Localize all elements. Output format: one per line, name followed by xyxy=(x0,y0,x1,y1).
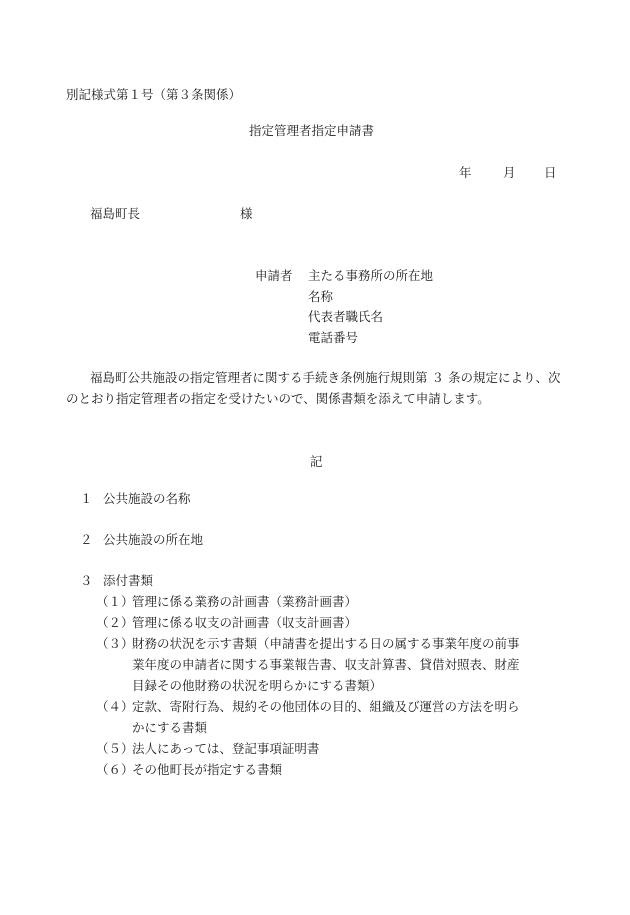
applicant-field-representative: 代表者職氏名 xyxy=(308,309,384,324)
applicant-field-address: 主たる事務所の所在地 xyxy=(308,268,434,283)
attachment-item xyxy=(96,591,526,612)
body-paragraph: 福島町公共施設の指定管理者に関する手続き条例施行規則第 ３ 条の規定により、次のとおり指定管理者の指定を受けたいので、関係書類を添えて申請します。 xyxy=(66,370,561,406)
attachment-item xyxy=(96,612,526,633)
section-number: ３ xyxy=(80,573,93,588)
section-label: 添付書類 xyxy=(103,573,154,588)
section-label: 公共施設の所在地 xyxy=(103,532,204,547)
ki-heading: 記 xyxy=(310,454,323,469)
applicant-field-name: 名称 xyxy=(308,289,334,304)
attachment-number: （４） xyxy=(96,699,134,714)
attachment-item xyxy=(96,696,526,738)
attachment-number: （６） xyxy=(96,762,134,777)
section-number: ２ xyxy=(80,532,93,547)
date-year: 年 xyxy=(459,165,472,180)
date-month: 月 xyxy=(503,165,516,180)
applicant-field-phone: 電話番号 xyxy=(308,330,359,345)
document-title: 指定管理者指定申請書 xyxy=(249,123,375,138)
section-number: １ xyxy=(80,491,93,506)
attachment-item xyxy=(96,759,526,780)
attachment-text: その他町長が指定する書類 xyxy=(132,762,283,777)
attachment-number: （２） xyxy=(96,615,134,630)
attachment-text: 法人にあっては、登記事項証明書 xyxy=(132,741,320,756)
applicant-label: 申請者 xyxy=(255,268,293,283)
attachment-item xyxy=(96,633,526,696)
attachment-text: 財務の状況を示す書類（申請書を提出する日の属する事業年度の前事業年度の申請者に関する事業報告書、収支計算書、貸借対照表、財産目録その他財務の状況を明らかにする書類） xyxy=(132,636,520,693)
section-label: 公共施設の名称 xyxy=(103,491,191,506)
form-label: 別記様式第１号（第３条関係） xyxy=(66,87,242,102)
attachment-number: （１） xyxy=(96,594,134,609)
attachment-item xyxy=(96,738,526,759)
attachment-text: 定款、寄附行為、規約その他団体の目的、組織及び運営の方法を明らかにする書類 xyxy=(132,699,520,735)
date-day: 日 xyxy=(544,165,557,180)
attachment-number: （５） xyxy=(96,741,134,756)
attachment-number: （３） xyxy=(96,636,134,651)
addressee-honorific: 様 xyxy=(240,206,253,221)
attachment-text: 管理に係る収支の計画書（収支計画書） xyxy=(132,615,358,630)
addressee-name: 福島町長 xyxy=(90,206,141,221)
attachment-text: 管理に係る業務の計画書（業務計画書） xyxy=(132,594,358,609)
